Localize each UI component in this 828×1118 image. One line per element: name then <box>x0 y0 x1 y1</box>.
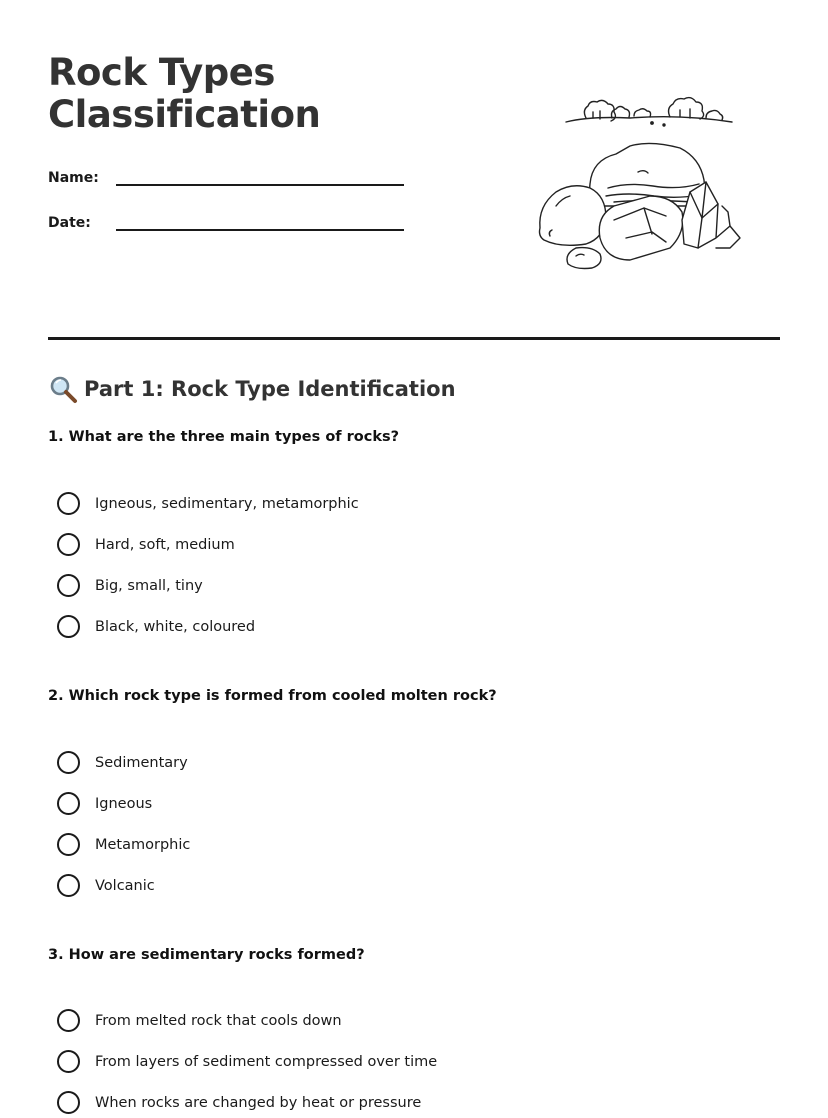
question-3-option-2[interactable] <box>57 1050 437 1073</box>
option-label: Volcanic <box>95 877 155 894</box>
radio-button[interactable] <box>57 833 80 856</box>
question-1: 1. What are the three main types of rocks? <box>48 429 400 445</box>
question-2-option-4[interactable] <box>57 874 155 897</box>
radio-button[interactable] <box>57 751 80 774</box>
question-3-option-1[interactable] <box>57 1009 342 1032</box>
rocks-illustration <box>530 88 755 278</box>
question-1-option-2[interactable] <box>57 533 235 556</box>
radio-button[interactable] <box>57 1009 80 1032</box>
name-input-line[interactable] <box>116 166 404 186</box>
radio-button[interactable] <box>57 533 80 556</box>
option-label: Sedimentary <box>95 754 188 771</box>
name-label: Name: <box>48 170 99 186</box>
date-field <box>48 205 404 231</box>
question-2-option-3[interactable] <box>57 833 190 856</box>
title-line-2: Classification <box>48 93 321 136</box>
question-2: 2. Which rock type is formed from cooled molten rock? <box>48 688 497 704</box>
date-input-line[interactable] <box>116 211 404 231</box>
option-label: Black, white, coloured <box>95 618 256 635</box>
radio-button[interactable] <box>57 1050 80 1073</box>
question-1-option-4[interactable] <box>57 615 255 638</box>
section-divider <box>48 337 780 340</box>
option-label: Big, small, tiny <box>95 577 203 594</box>
section-heading-text: Part 1: Rock Type Identification <box>84 377 456 401</box>
question-2-option-1[interactable] <box>57 751 188 774</box>
question-3-option-3[interactable] <box>57 1091 421 1114</box>
radio-button[interactable] <box>57 874 80 897</box>
option-label: From melted rock that cools down <box>95 1012 342 1029</box>
radio-button[interactable] <box>57 615 80 638</box>
radio-button[interactable] <box>57 492 80 515</box>
option-label: From layers of sediment compressed over time <box>95 1053 438 1070</box>
option-label: Igneous, sedimentary, metamorphic <box>95 495 359 512</box>
radio-button[interactable] <box>57 792 80 815</box>
question-1-option-3[interactable] <box>57 574 203 597</box>
title-line-1: Rock Types <box>48 51 275 94</box>
radio-button[interactable] <box>57 1091 80 1114</box>
radio-button[interactable] <box>57 574 80 597</box>
option-label: When rocks are changed by heat or pressure <box>95 1094 422 1111</box>
section-heading-part-1 <box>48 374 456 404</box>
option-label: Metamorphic <box>95 836 191 853</box>
question-2-option-2[interactable] <box>57 792 152 815</box>
name-field <box>48 160 404 186</box>
date-label: Date: <box>48 215 91 231</box>
option-label: Igneous <box>95 795 153 812</box>
magnifying-glass-icon <box>48 374 78 404</box>
question-1-option-1[interactable] <box>57 492 359 515</box>
question-3: 3. How are sedimentary rocks formed? <box>48 947 365 963</box>
option-label: Hard, soft, medium <box>95 536 235 553</box>
